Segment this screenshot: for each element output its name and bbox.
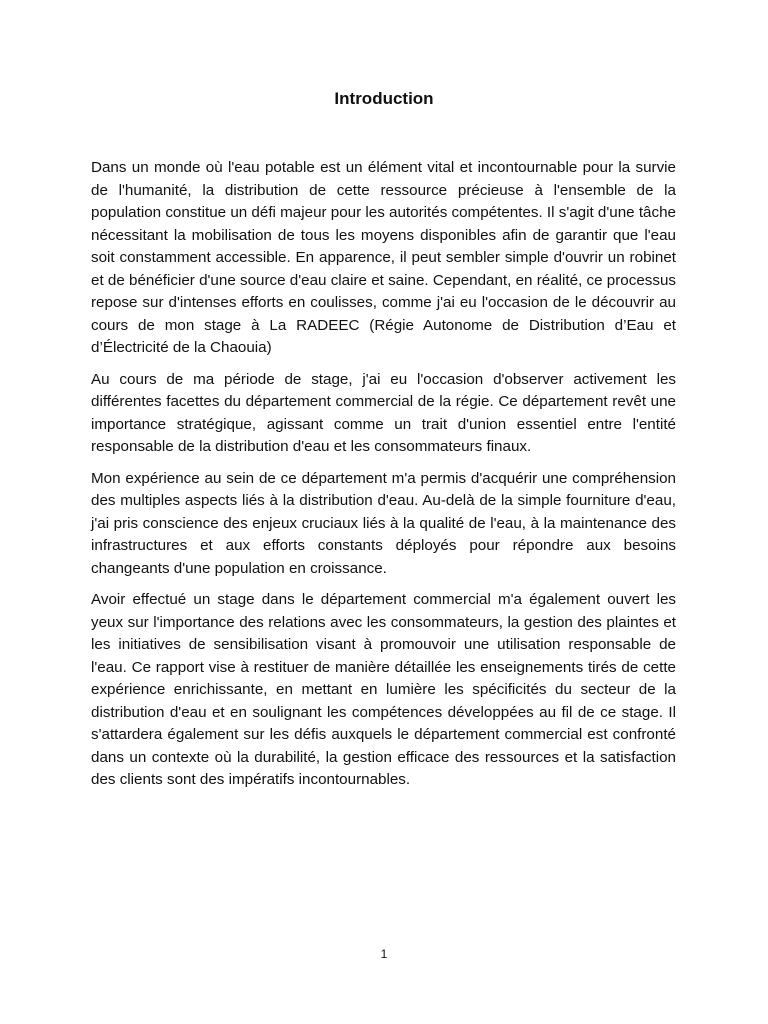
page-number: 1 — [380, 947, 388, 961]
paragraph-2: Au cours de ma période de stage, j'ai eu l'occasion d'observer activement les différentes facettes du département commercial de la régie. Ce département revêt une importance stratégique, agissant comme un trait d'union essentiel entre l'entité responsable de la distribution d'eau et les consommateurs finaux. — [91, 370, 676, 455]
paragraph-1: Dans un monde où l'eau potable est un élément vital et incontournable pour la survie de l'humanité, la distribution de cette ressource précieuse à l'ensemble de la population constitue un défi majeur pour les autorités compétentes. Il s'agit d'une tâche nécessitant la mobilisation de tous les moyens disponibles afin de garantir que l'eau soit constamment accessible. En apparence, il peut sembler simple d'ouvrir un robinet et de bénéficier d'une source d'eau claire et saine. Cependant, en réalité, ce processus repose sur d'intenses efforts en coulisses, comme j'ai eu l'occasion de le découvrir au cours de mon stage à La RADEEC (Régie Autonome de Distribution d’Eau et d’Électricité de la Chaouia) — [91, 159, 676, 356]
paragraph-3: Mon expérience au sein de ce département m'a permis d'acquérir une compréhension des multiples aspects liés à la distribution d'eau. Au-delà de la simple fourniture d'eau, j'ai pris conscience des enjeux cruciaux liés à la qualité de l'eau, à la maintenance des infrastructures et aux efforts constants déployés pour répondre aux besoins changeants d'une population en croissance. — [91, 469, 676, 577]
body-text — [91, 157, 676, 801]
page-title: Introduction — [334, 89, 434, 108]
paragraph-4: Avoir effectué un stage dans le département commercial m'a également ouvert les yeux sur l'importance des relations avec les consommateurs, la gestion des plaintes et les initiatives de sensibilisation visant à promouvoir une utilisation responsable de l'eau. Ce rapport vise à restituer de manière détaillée les enseignements tirés de cette expérience enrichissante, en mettant en lumière les spécificités du secteur de la distribution d'eau et en soulignant les compétences développées au fil de ce stage. Il s'attardera également sur les défis auxquels le département commercial est confronté dans un contexte où la durabilité, la gestion efficace des ressources et la satisfaction des clients sont des impératifs incontournables. — [91, 591, 676, 788]
